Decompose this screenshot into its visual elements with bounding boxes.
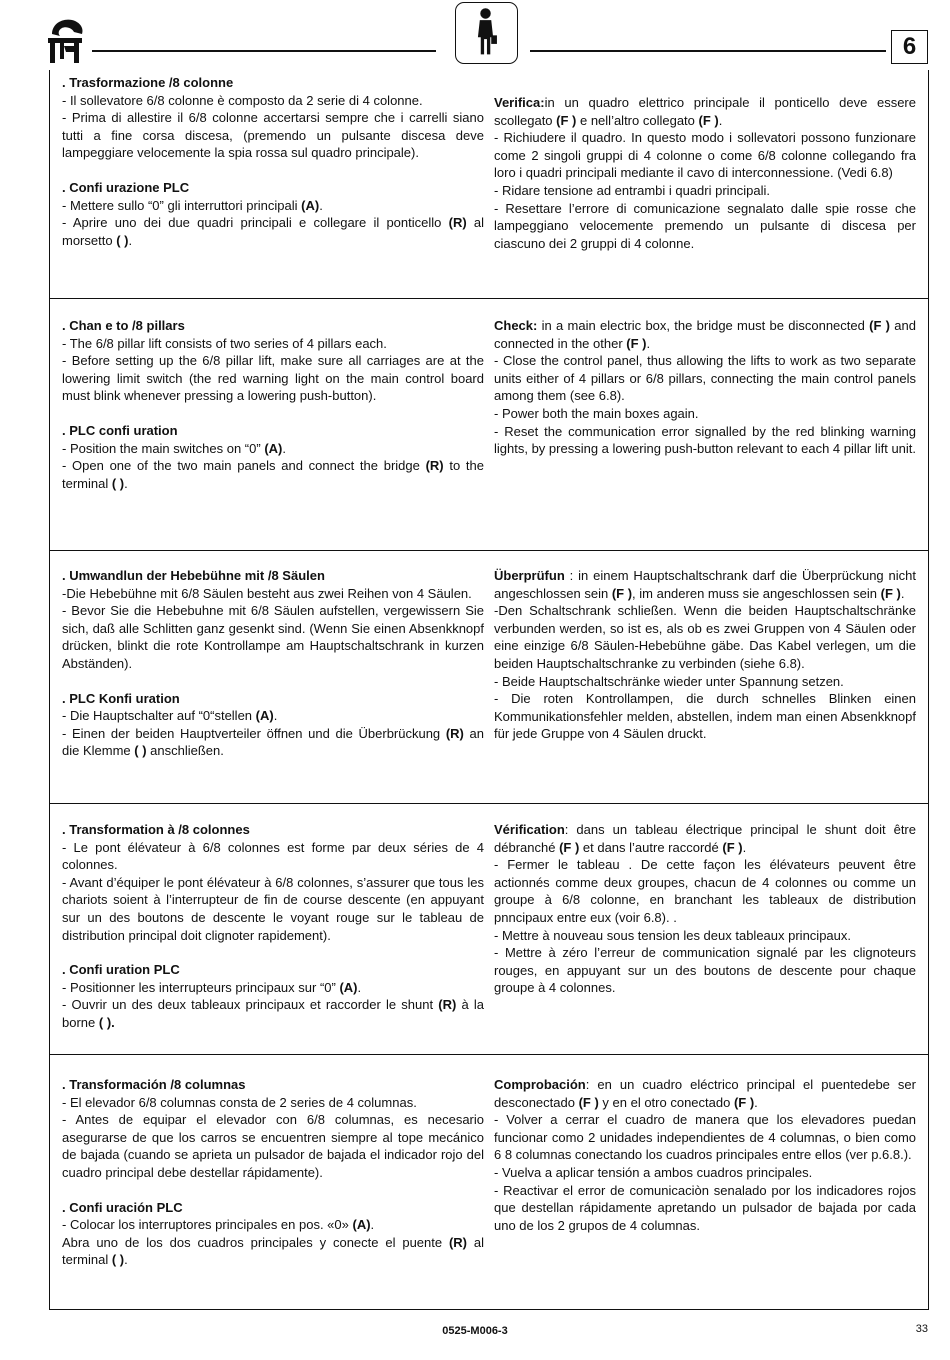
paragraph: - Avant d’équiper le pont élévateur à 6/8 colonnes, s’assurer que tous les chariots soient à l’interrupteur de fin de course descente (en appuyant sur un des boutons de descente le voyant rouge sur le tableau de distribution principal doit clignoter rapidement). xyxy=(62,874,484,943)
paragraph: - Volver a cerrar el cuadro de manera que los elevadores puedan funcionar como 2 unidades independientes de 4 columnas, o bien como 6 8 columnas conectando los cuadros principales entre ellos (ver p.6.8.). xyxy=(494,1112,916,1163)
subsection-title: . Confi uration PLC xyxy=(62,962,180,978)
page-header xyxy=(0,0,950,80)
section-divider xyxy=(49,550,929,551)
spanish-left-column xyxy=(62,1076,484,1269)
paragraph: - Le pont élévateur à 6/8 colonnes est forme par deux séries de 4 colonnes. xyxy=(62,839,484,873)
subsection-title: . Confi urazione PLC xyxy=(62,179,190,195)
paragraph: - Vuelva a aplicar tensión a ambos cuadros principales. xyxy=(494,1164,813,1180)
paragraph: Vérification: dans un tableau électrique principal le shunt doit être débranché (F ) et dans l’autre raccordé (F ). xyxy=(494,822,916,855)
section-title: . Umwandlun der Hebebühne mit /8 Säulen xyxy=(62,568,325,583)
paragraph: Comprobación: en un cuadro eléctrico principal el puentedebe ser desconectado (F ) y en el otro conectado (F ). xyxy=(494,1077,916,1110)
subsection-title: . Confi uración PLC xyxy=(62,1199,183,1215)
document-code: 0525-M006-3 xyxy=(442,1325,508,1337)
paragraph: - The 6/8 pillar lift consists of two series of 4 pillars each. xyxy=(62,335,387,351)
paragraph: - Beide Hauptschaltschränke wieder unter Spannung setzen. xyxy=(494,673,844,689)
section-title: . Chan e to /8 pillars xyxy=(62,318,185,333)
paragraph: - Close the control panel, thus allowing the lifts to work as two separate units either of 4 pillars or 6/8 pillars, connecting the main control panels among them (see 6.8). xyxy=(494,353,916,404)
paragraph: - Reset the communication error signalled by the red blinking warning lights, by pressing a lowering push-button relevant to each 4 pillar lift unit. xyxy=(494,423,917,457)
paragraph: - Positionner les interrupteurs principaux sur “0” (A). xyxy=(62,979,362,995)
paragraph: -Die Hebebühne mit 6/8 Säulen besteht aus zwei Reihen von 4 Säulen. xyxy=(62,585,472,601)
page-number: 33 xyxy=(915,1323,928,1335)
lift-logo-icon xyxy=(44,16,88,66)
paragraph: - Die Hauptschalter auf “0“stellen (A). xyxy=(62,708,278,724)
french-right-column xyxy=(494,821,916,997)
paragraph: - Fermer le tableau . De cette façon les élévateurs peuvent être actionnés comme deux groupes, chacun de 4 colonnes ou comme un groupe à 6/8 colonne, en branchant les tableaux de distribution pnncipaux entre eux (voir 6.8). . xyxy=(494,857,916,925)
paragraph: - Mettre à zéro l’erreur de communication signalé par les clignoteurs rouges, en appuyant sur un des boutons de descente pour chaque groupe à 4 colonnes. xyxy=(494,945,916,996)
paragraph: - Il sollevatore 6/8 colonne è composto da 2 serie di 4 colonne. xyxy=(62,92,423,108)
paragraph: - Bevor Sie die Hebebuhne mit 6/8 Säulen aufstellen, vergewissern Sie sich, daß alle Schlitten ganz gesenkt sind. (Wenn Sie einen Absenkknopf drücken, blinkt die rote Kontrollampe am Hauptschaltschrank in kurzen Abständen). xyxy=(62,603,484,671)
paragraph: -Den Schaltschrank schließen. Wenn die beiden Hauptschaltschränke verbunden werden, so ist es, als ob es zwei Gruppen von 4 Säulen oder eine einzige 6/8 Säulen-Hebebühne gäbe. Das Kabel verlegen, um die beiden Hauptschaltschranke zu verbinden (siehe 6.8). xyxy=(494,603,916,671)
paragraph: - Colocar los interruptores principales en pos. «0» (A). xyxy=(62,1217,375,1233)
paragraph: - Open one of the two main panels and connect the bridge (R) to the terminal ( ). xyxy=(62,458,484,491)
subsection-title: . PLC confi uration xyxy=(62,422,178,438)
section-title: . Transformation à /8 colonnes xyxy=(62,822,250,837)
paragraph: - Ouvrir un des deux tableaux principaux et raccorder le shunt (R) à la borne ( ). xyxy=(62,997,484,1030)
paragraph: - Die roten Kontrollampen, die durch schnelles Blinken einen Kommunikationsfehler melden, abstellen, indem man einen Absenkknopf für jede Gruppe von 4 Säulen druckt. xyxy=(494,691,916,742)
chapter-number: 6 xyxy=(891,30,928,64)
section-title: . Trasformazione /8 colonne xyxy=(62,75,234,90)
spanish-right-column xyxy=(494,1076,916,1234)
section-title: . Transformación /8 columnas xyxy=(62,1077,246,1092)
section-divider xyxy=(49,1054,929,1055)
paragraph: - Reactivar el error de comunicaciòn senalado por los indicadores rojos que destellan rápidamente apretando un pulsador de bajada por cada uno de los 2 grupos de 4 columnas. xyxy=(494,1182,916,1233)
italian-right-column xyxy=(494,94,916,252)
paragraph: - Ridare tensione ad entrambi i quadri principali. xyxy=(494,182,771,198)
header-rule-right xyxy=(530,50,886,52)
paragraph: - El elevador 6/8 columnas consta de 2 series de 4 columnas. xyxy=(62,1094,417,1110)
header-rule-left xyxy=(92,50,436,52)
paragraph: - Before setting up the 6/8 pillar lift, make sure all carriages are at the lowering limit switch (the red warning light on the main control board must blink whenever pressing a lowering push-button). xyxy=(62,353,484,404)
german-left-column xyxy=(62,567,484,760)
paragraph: - Einen der beiden Hauptverteiler öffnen und die Überbrückung (R) an die Klemme ( ) anschließen. xyxy=(62,725,484,759)
english-left-column xyxy=(62,317,484,492)
paragraph: Abra uno de los dos cuadros principales y conecte el puente (R) al terminal ( ). xyxy=(62,1234,484,1268)
paragraph: - Resettare l’errore di comunicazione segnalato dalle spie rosse che lampeggiano velocemente premendo un pulsante di discesa per ciascuno dei 2 gruppi di 4 colonne. xyxy=(494,200,916,251)
english-right-column xyxy=(494,317,916,458)
paragraph: - Aprire uno dei due quadri principali e collegare il ponticello (R) al morsetto ( ). xyxy=(62,215,484,248)
french-left-column xyxy=(62,821,484,1032)
section-divider xyxy=(49,803,929,804)
paragraph: - Position the main switches on “0” (A). xyxy=(62,440,286,456)
paragraph: Verifica:in un quadro elettrico principale il ponticello deve essere scollegato (F ) e nell’altro collegato (F ). xyxy=(494,95,916,128)
paragraph: - Mettere sullo “0” gli interruttori principali (A). xyxy=(62,197,323,213)
operator-person-icon xyxy=(456,3,516,62)
italian-left-column xyxy=(62,74,484,249)
operator-box xyxy=(455,2,518,64)
german-right-column xyxy=(494,567,916,743)
paragraph: - Richiudere il quadro. In questo modo i sollevatori possono funzionare come 2 singoli gruppi di 4 colonne o come 6/8 colonne collegando fra loro i quadri principali mediante il cavo di interconnessione. (Vedi 6.8) xyxy=(494,130,916,181)
section-divider xyxy=(49,298,929,299)
paragraph: - Antes de equipar el elevador con 6/8 columnas, es necesario asegurarse de que los carros se encuentren siempre al tope mecánico de bajada (cuando se aprieta un pulsador de bajada el indicador rojo del cuadro principal debe destellar rápidamente). xyxy=(62,1112,484,1180)
paragraph: Check: in a main electric box, the bridge must be disconnected (F ) and connected in the other (F ). xyxy=(494,318,916,351)
subsection-title: . PLC Konfi uration xyxy=(62,690,180,706)
paragraph: Überprüfun : in einem Hauptschaltschrank darf die Überprückung nicht angeschlossen sein (F ), im anderen muss sie angeschlossen sein (F ). xyxy=(494,568,916,601)
paragraph: - Prima di allestire il 6/8 colonne accertarsi sempre che i carrelli siano tutti a fine corsa discesa, (premendo un pulsante discesa deve lampeggiare velocemente la spia rossa sul quadro principale). xyxy=(62,110,484,161)
paragraph: - Power both the main boxes again. xyxy=(494,405,699,421)
paragraph: - Mettre à nouveau sous tension les deux tableaux principaux. xyxy=(494,927,851,943)
